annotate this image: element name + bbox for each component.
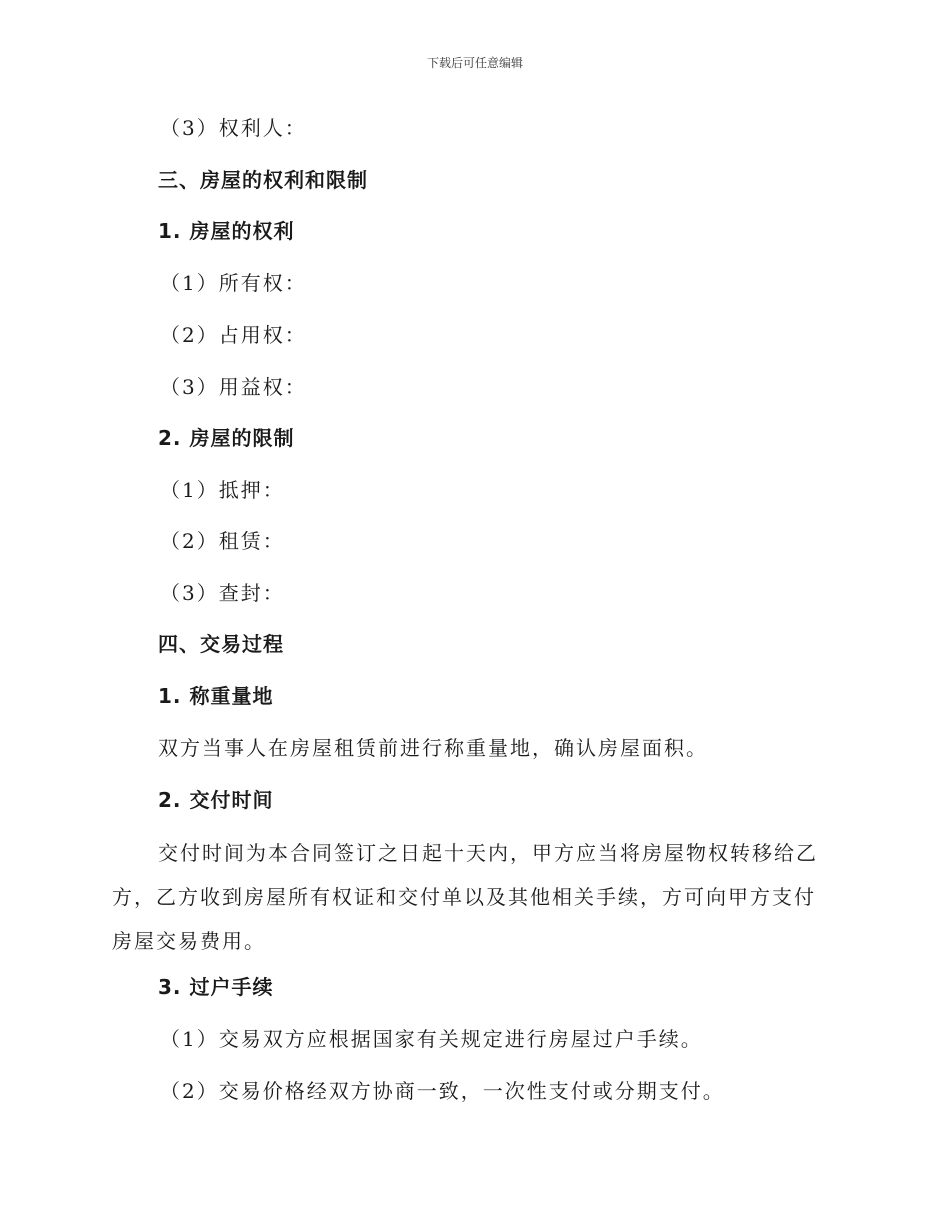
transfer-procedure-item-2: （2）交易价格经双方协商一致，一次性支付或分期支付。	[160, 1079, 725, 1103]
lease-item: （2）租赁：	[160, 529, 285, 553]
mortgage-item: （1）抵押：	[160, 478, 285, 502]
subsection-transfer-procedure-title: 3. 过户手续	[158, 975, 274, 999]
subsection-delivery-time-title: 2. 交付时间	[158, 788, 274, 812]
seizure-item: （3）查封：	[160, 581, 285, 605]
measurement-paragraph: 双方当事人在房屋租赁前进行称重量地，确认房屋面积。	[158, 736, 708, 760]
section-4-title: 四、交易过程	[158, 632, 284, 656]
occupancy-right-item: （2）占用权：	[160, 323, 307, 347]
delivery-time-paragraph: 交付时间为本合同签订之日起十天内，甲方应当将房屋物权转移给乙方，乙方收到房屋所有权证和交付单以及其他相关手续，方可向甲方支付房屋交易费用。	[112, 841, 818, 953]
subsection-house-limits-title: 2. 房屋的限制	[158, 426, 295, 450]
usufruct-right-item: （3）用益权：	[160, 375, 307, 399]
rights-holder-item: （3）权利人：	[160, 116, 307, 140]
section-3-title: 三、房屋的权利和限制	[158, 168, 368, 192]
transfer-procedure-item-1: （1）交易双方应根据国家有关规定进行房屋过户手续。	[160, 1027, 703, 1051]
header-note: 下载后可任意编辑	[426, 56, 523, 70]
subsection-house-rights-title: 1. 房屋的权利	[158, 219, 295, 243]
ownership-item: （1）所有权：	[160, 271, 307, 295]
subsection-measurement-title: 1. 称重量地	[158, 684, 274, 708]
